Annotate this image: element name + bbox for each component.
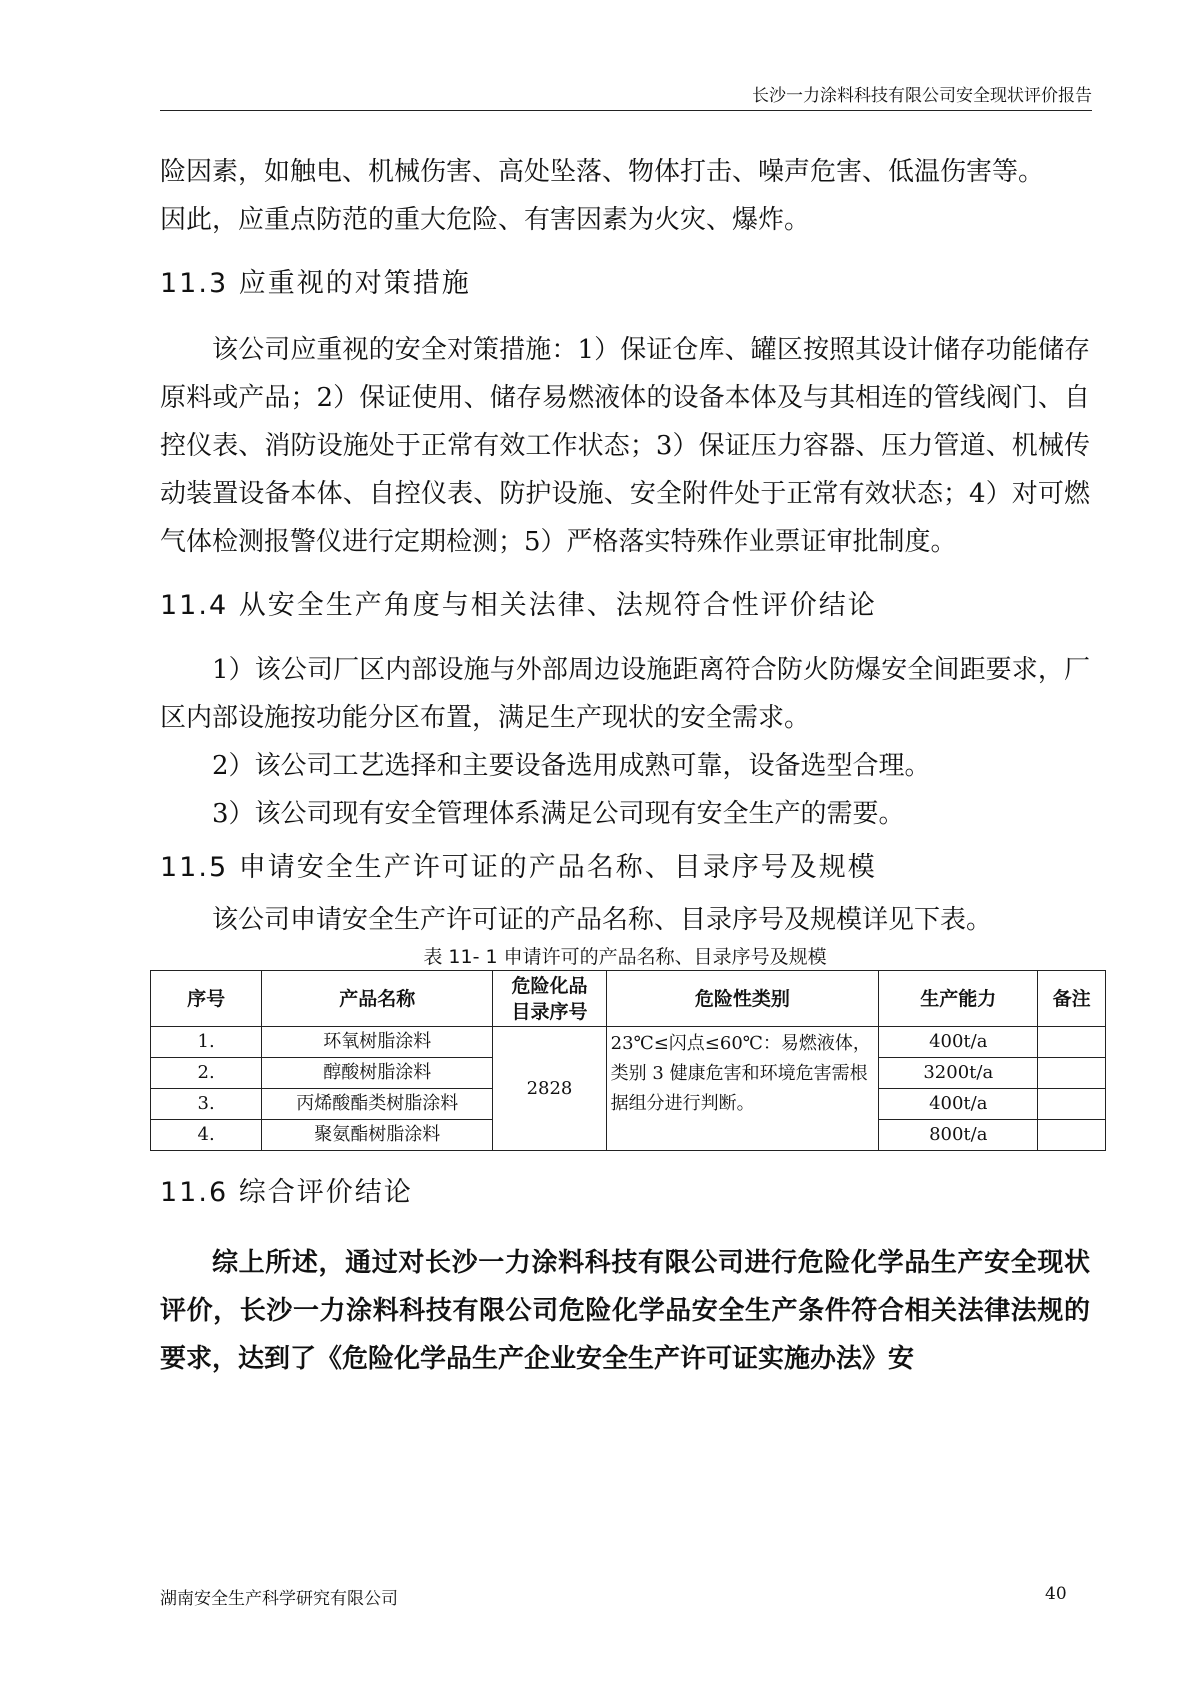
- section-11-4-item-1: 1）该公司厂区内部设施与外部周边设施距离符合防火防爆安全间距要求，厂区内部设施按功能分区布置，满足生产现状的安全需求。: [160, 655, 1090, 733]
- cell-note: [1038, 1089, 1106, 1120]
- cell-capacity: 400t/a: [879, 1027, 1038, 1058]
- cell-product-name: 环氧树脂涂料: [262, 1027, 493, 1058]
- header-title: 长沙一力涂料科技有限公司安全现状评价报告: [752, 86, 1092, 106]
- cell-capacity: 400t/a: [879, 1089, 1038, 1120]
- cell-seq: 3.: [151, 1089, 262, 1120]
- cell-seq: 1.: [151, 1027, 262, 1058]
- cell-product-name: 丙烯酸酯类树脂涂料: [262, 1089, 493, 1120]
- intro-line-2: 因此，应重点防范的重大危险、有害因素为火灾、爆炸。: [160, 205, 811, 235]
- section-11-3-paragraph: 该公司应重视的安全对策措施：1）保证仓库、罐区按照其设计储存功能储存原料或产品；2）保证使用、储存易燃液体的设备本体及与其相连的管线阀门、自控仪表、消防设施处于正常有效工作状态；3）保证压力容器、压力管道、机械传动装置设备本体、自控仪表、防护设施、安全附件处于正常有效状态；4）对可燃气体检测报警仪进行定期检测；5）严格落实特殊作业票证审批制度。: [160, 335, 1090, 557]
- table-caption: 表 11- 1 申请许可的产品名称、目录序号及规模: [423, 946, 827, 968]
- header-product-name: 产品名称: [262, 971, 493, 1027]
- cell-note: [1038, 1058, 1106, 1089]
- section-11-4-heading: 11.4 从安全生产角度与相关法律、法规符合性评价结论: [160, 590, 877, 621]
- header-note: 备注: [1038, 971, 1106, 1027]
- header-seq: 序号: [151, 971, 262, 1027]
- cell-seq: 4.: [151, 1120, 262, 1151]
- cell-catalog-no: 2828: [493, 1027, 606, 1151]
- cell-capacity: 3200t/a: [879, 1058, 1038, 1089]
- cell-hazard-class: 23℃≤闪点≤60℃：易燃液体，类别 3 健康危害和环境危害需根据组分进行判断。: [606, 1027, 879, 1151]
- cell-note: [1038, 1120, 1106, 1151]
- header-hazard-class: 危险性类别: [606, 971, 879, 1027]
- intro-line-1: 险因素，如触电、机械伤害、高处坠落、物体打击、噪声危害、低温伤害等。: [160, 157, 1045, 187]
- section-11-6-heading: 11.6 综合评价结论: [160, 1177, 413, 1208]
- cell-product-name: 聚氨酯树脂涂料: [262, 1120, 493, 1151]
- footer-organization: 湖南安全生产科学研究有限公司: [160, 1589, 398, 1609]
- section-11-6-paragraph: 综上所述，通过对长沙一力涂料科技有限公司进行危险化学品生产安全现状评价，长沙一力涂料科技有限公司危险化学品安全生产条件符合相关法律法规的要求，达到了《危险化学品生产企业安全生产许可证实施办法》安: [160, 1248, 1090, 1374]
- page-content: [160, 148, 1090, 1383]
- cell-seq: 2.: [151, 1058, 262, 1089]
- table-row: [151, 1027, 1106, 1058]
- cell-note: [1038, 1027, 1106, 1058]
- page-number: 40: [1045, 1584, 1067, 1604]
- section-11-5-heading: 11.5 申请安全生产许可证的产品名称、目录序号及规模: [160, 852, 877, 883]
- cell-capacity: 800t/a: [879, 1120, 1038, 1151]
- product-table: [150, 970, 1106, 1151]
- section-11-5-paragraph: 该公司申请安全生产许可证的产品名称、目录序号及规模详见下表。: [212, 905, 993, 935]
- cell-product-name: 醇酸树脂涂料: [262, 1058, 493, 1089]
- header-catalog-no: [493, 971, 606, 1027]
- header-catalog-line-2: 目录序号: [511, 1000, 588, 1023]
- page-header: [160, 86, 1092, 111]
- table-header-row: [151, 971, 1106, 1027]
- header-capacity: 生产能力: [879, 971, 1038, 1027]
- header-catalog-line-1: 危险化品: [511, 974, 588, 997]
- section-11-4-item-3: 3）该公司现有安全管理体系满足公司现有安全生产的需要。: [212, 799, 905, 829]
- section-11-4-item-2: 2）该公司工艺选择和主要设备选用成熟可靠，设备选型合理。: [212, 751, 931, 781]
- section-11-3-heading: 11.3 应重视的对策措施: [160, 268, 471, 299]
